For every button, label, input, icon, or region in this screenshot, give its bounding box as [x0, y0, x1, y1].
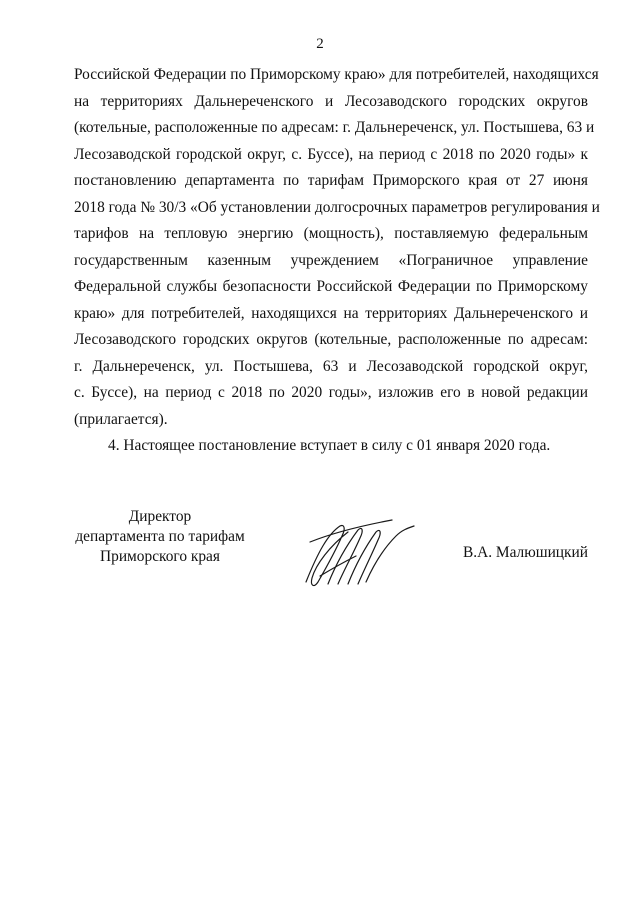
text-line: 2018 года № 30/3 «Об установлении долгосрочных параметров регулирования и: [74, 198, 600, 216]
text-line: постановлению департамента по тарифам Приморского края от 27 июня: [74, 172, 588, 189]
text-line: г. Дальнереченск, ул. Постышева, 63 и Лесозаводской городской округ,: [74, 357, 588, 375]
text-line: Лесозаводской городской округ, с. Буссе), на период с 2018 по 2020 годы» к: [74, 145, 588, 163]
text-line: 4. Настоящее постановление вступает в силу с 01 января 2020 года.: [108, 437, 551, 454]
text-line: Российской Федерации по Приморскому краю» для потребителей, находящихся: [74, 66, 599, 83]
text-line: Лесозаводского городских округов (котельные, расположенные по адресам:: [74, 331, 588, 348]
signatory-title-line: Директор: [128, 508, 192, 525]
signatory-title-line: департамента по тарифам: [75, 528, 245, 545]
text-line: Федеральной службы безопасности Российской Федерации по Приморскому: [74, 278, 588, 295]
signer-name: В.А. Малюшицкий: [462, 544, 588, 561]
paragraph-continuation: [74, 62, 600, 433]
signatory-title-line: Приморского края: [100, 548, 220, 565]
signatory-title: [60, 507, 260, 567]
text-line: краю» для потребителей, находящихся на территориях Дальнереченского и: [74, 304, 588, 322]
text-line: с. Буссе), на период с 2018 по 2020 годы», изложив его в новой редакции: [74, 384, 588, 401]
text-line: государственным казенным учреждением «Пограничное управление: [74, 251, 588, 269]
body-text: [74, 62, 600, 460]
handwritten-signature: [300, 512, 420, 592]
paragraph-effective-date: [74, 433, 588, 460]
text-line: тарифов на тепловую энергию (мощность), поставляемую федеральным: [74, 225, 588, 242]
text-line: (котельные, расположенные по адресам: г. Дальнереченск, ул. Постышева, 63 и: [74, 119, 595, 136]
page-number: 2: [316, 36, 324, 52]
text-line: (прилагается).: [74, 410, 168, 428]
text-line: на территориях Дальнереченского и Лесозаводского городских округов: [74, 92, 588, 110]
